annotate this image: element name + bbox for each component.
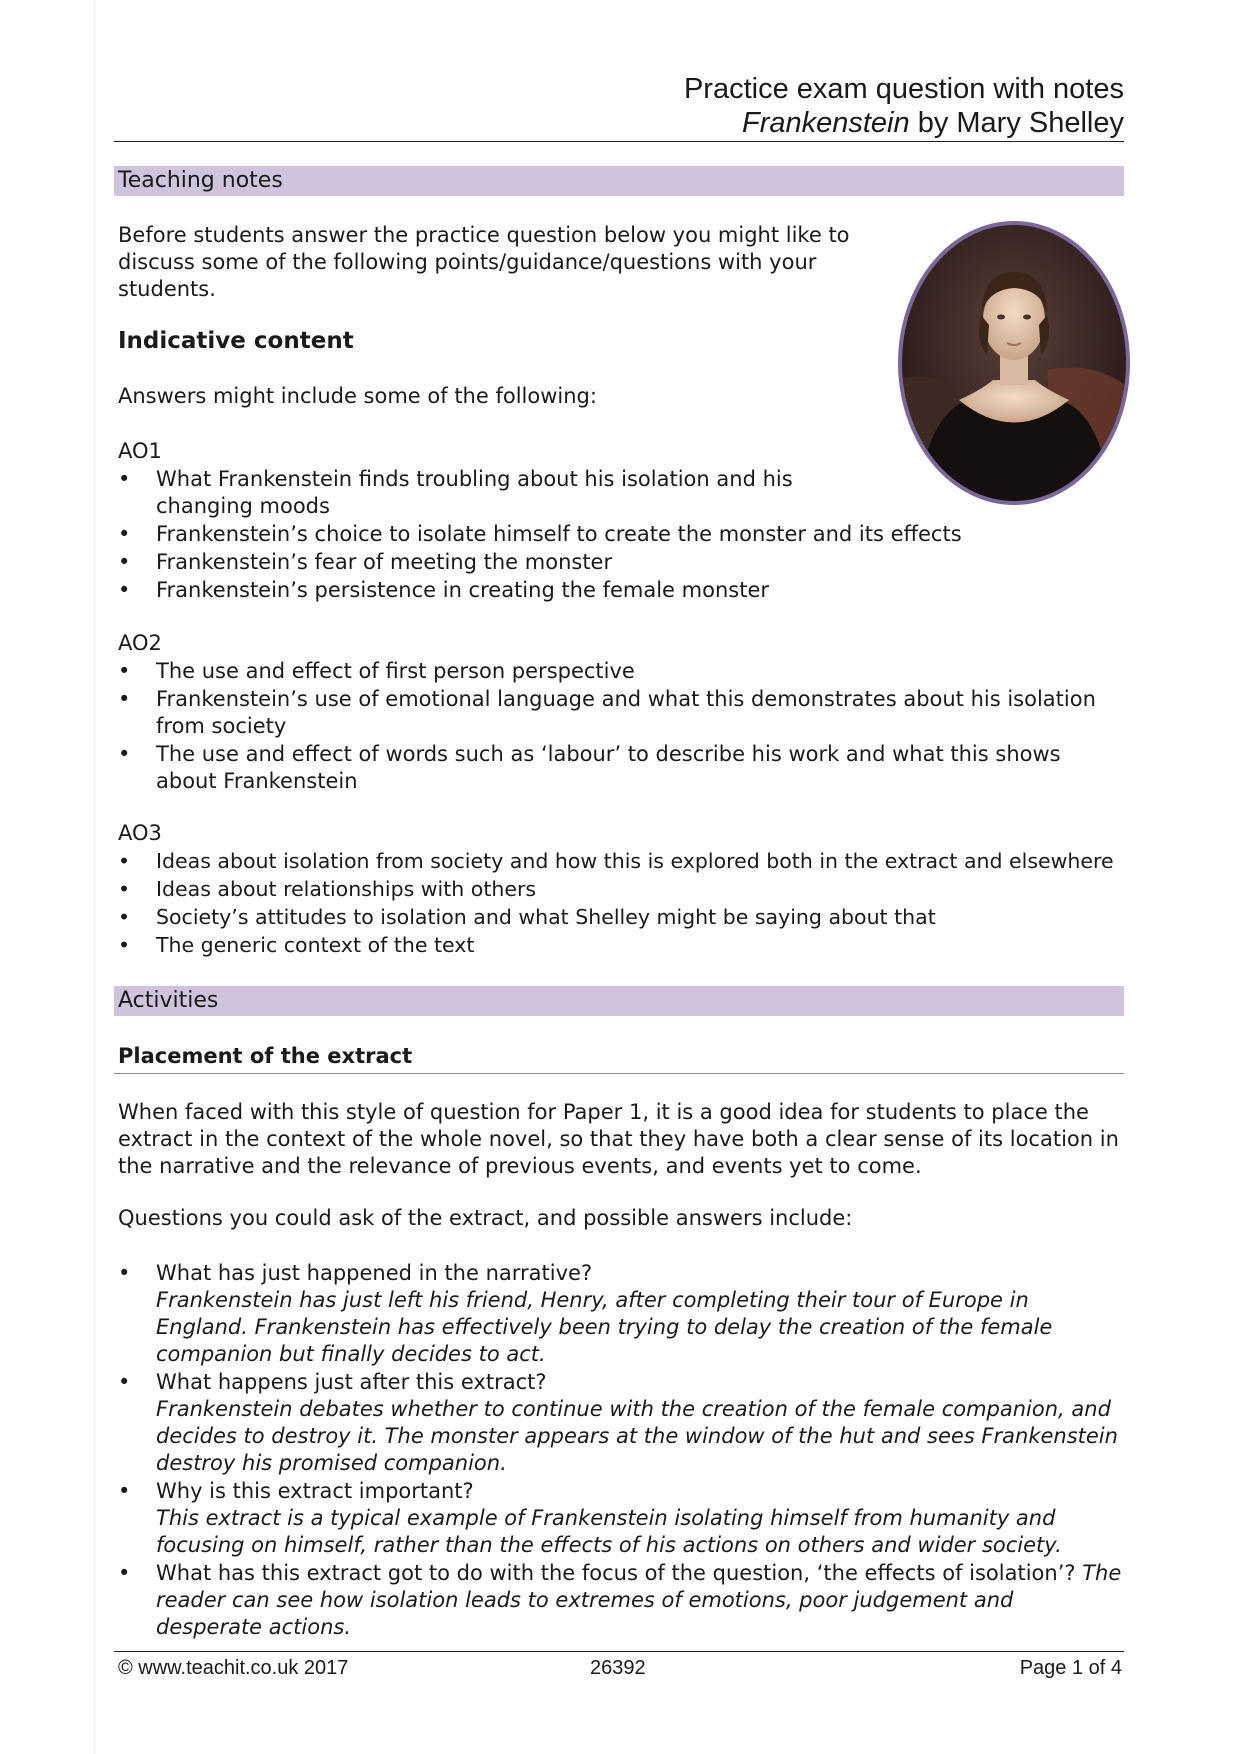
- question-text: What has just happened in the narrative?: [156, 1261, 593, 1285]
- ao2-label: AO2: [118, 631, 162, 655]
- indicative-content-heading: Indicative content: [118, 328, 354, 354]
- question-item: [118, 1260, 1123, 1368]
- list-item: • Frankenstein’s choice to isolate himself to create the monster and its effects: [118, 521, 988, 548]
- question-text: What happens just after this extract?: [156, 1370, 547, 1394]
- list-item: • What Frankenstein finds troubling about his isolation and his changing moods: [118, 466, 866, 520]
- list-item: • Frankenstein’s use of emotional language and what this demonstrates about his isolation from society: [118, 686, 1118, 740]
- list-item: • Frankenstein’s persistence in creating the female monster: [118, 577, 988, 604]
- activities-paragraph-2: Questions you could ask of the extract, and possible answers include:: [118, 1206, 853, 1230]
- header-line2: [114, 106, 1124, 140]
- footer-copyright: © www.teachit.co.uk 2017: [118, 1657, 349, 1679]
- ao1-label: AO1: [118, 439, 162, 463]
- question-text: Why is this extract important?: [156, 1479, 474, 1503]
- intro-paragraph: Before students answer the practice question below you might like to discuss some of the following points/guidance/questions with your students.: [118, 223, 850, 301]
- question-text: What has this extract got to do with the focus of the question, ‘the effects of isolation’?: [156, 1561, 1083, 1585]
- answer-text: Frankenstein debates whether to continue with the creation of the female companion, and decides to destroy it. The monster appears at the window of the hut and sees Frankenstein destroy his promised companion.: [156, 1397, 1118, 1475]
- page-edge: [94, 0, 95, 1754]
- question-item: [118, 1560, 1123, 1641]
- list-item: • The use and effect of words such as ‘labour’ to describe his work and what this shows about Frankenstein: [118, 741, 1118, 795]
- footer-page-number: Page 1 of 4: [1019, 1657, 1122, 1679]
- answer-text: This extract is a typical example of Frankenstein isolating himself from humanity and focusing on himself, rather than the effects of his actions on others and wider society.: [156, 1506, 1062, 1557]
- activities-bar: [114, 986, 1124, 1016]
- subheading-rule: [114, 1073, 1124, 1074]
- list-item: • Frankenstein’s fear of meeting the monster: [118, 549, 988, 576]
- book-author: by Mary Shelley: [909, 107, 1124, 139]
- question-item: [118, 1369, 1123, 1477]
- list-item: • Ideas about relationships with others: [118, 876, 1128, 903]
- teaching-notes-heading: Teaching notes: [118, 168, 283, 193]
- question-item: [118, 1478, 1123, 1559]
- placement-subheading: Placement of the extract: [118, 1044, 413, 1068]
- header-rule: [114, 141, 1124, 142]
- footer-code: 26392: [590, 1657, 646, 1679]
- portrait-oval-icon: [897, 220, 1131, 506]
- list-item: • The use and effect of first person perspective: [118, 658, 1118, 685]
- header-line1: Practice exam question with notes: [683, 73, 1124, 105]
- book-title: Frankenstein: [741, 107, 910, 139]
- teaching-notes-bar: [114, 166, 1124, 196]
- ao3-label: AO3: [118, 821, 162, 845]
- ao3-list: [118, 848, 1128, 960]
- answer-text: Frankenstein has just left his friend, Henry, after completing their tour of Europe in England. Frankenstein has effectively been trying to delay the creation of the female companion but finally decides to act.: [156, 1288, 1053, 1366]
- ao1-list: [118, 466, 988, 605]
- activities-paragraph-1: When faced with this style of question for Paper 1, it is a good idea for students to place the extract in the context of the whole novel, so that they have both a clear sense of its location in the narrative and the relevance of previous events, and events yet to come.: [118, 1100, 1119, 1178]
- answers-intro: Answers might include some of the following:: [118, 384, 597, 408]
- ao2-list: [118, 658, 1118, 796]
- list-item: • Society’s attitudes to isolation and what Shelley might be saying about that: [118, 904, 1128, 931]
- list-item: • Ideas about isolation from society and how this is explored both in the extract and elsewhere: [118, 848, 1128, 875]
- document-header: [114, 72, 1124, 140]
- answer-text: The reader can see how isolation leads to extremes of emotions, poor judgement and desperate actions.: [156, 1561, 1122, 1639]
- activities-heading: Activities: [118, 988, 219, 1013]
- questions-list: [118, 1260, 1123, 1642]
- list-item: • The generic context of the text: [118, 932, 1128, 959]
- footer-rule: [114, 1651, 1124, 1652]
